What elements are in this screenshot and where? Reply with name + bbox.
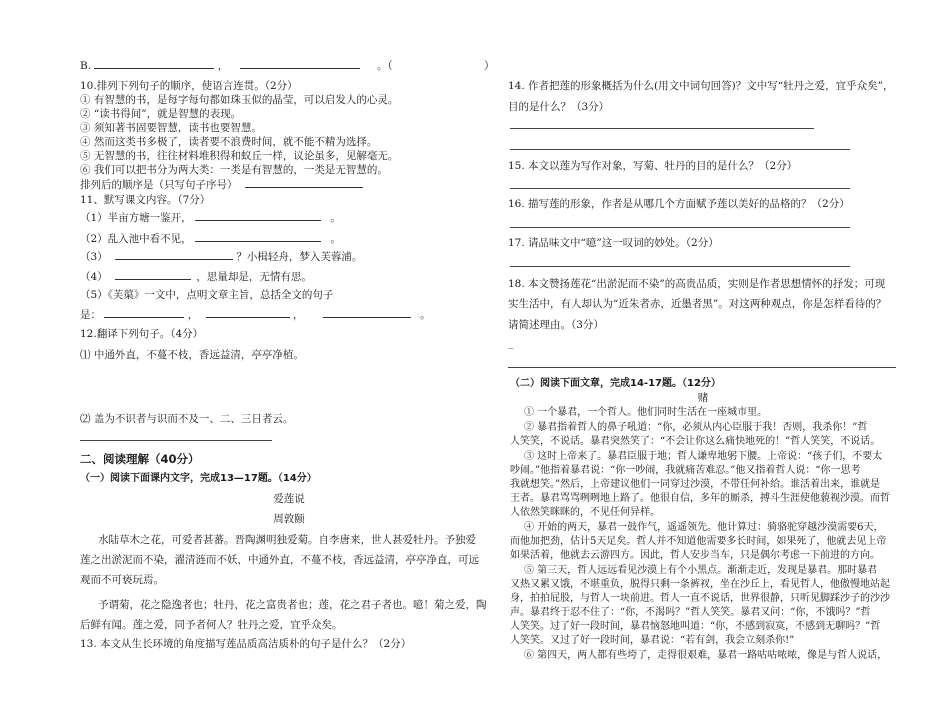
answer-blank[interactable]: [115, 249, 233, 260]
story-line: 王者。暴君骂骂咧咧地上路了。他很自信，多年的厮杀，搏斗生涯使他藐视沙漠。而哲: [510, 493, 890, 504]
story-line: ① 一个暴君，一个哲人。他们同时生活在一座城市里。: [524, 407, 768, 418]
story-line: ③ 这时上帝来了。暴君臣服于地；哲人谦卑地躬下腰。上帝说：“孩子们，不要太: [524, 451, 883, 462]
sentence-item: ② “读书得间”，就是智慧的表现。: [80, 108, 242, 120]
subsection-1-heading: （一）阅读下面课内文字，完成13—17题。（14分）: [80, 473, 317, 484]
recite-item-2: （2）乱入池中看不见， 。: [80, 233, 341, 245]
question-15: 15. 本文以莲为写作对象，写菊、牡丹的目的是什么？（2分）: [508, 160, 798, 172]
story-line: 而他加把劲，估计5天足矣。哲人并不知道他需要多长时间，如果死了，他就去见上帝: [510, 536, 887, 547]
passage-line: 莲之出淤泥而不染，濯清涟而不妖，中通外直，不蔓不枝，香远益清，亭亭净直，可远: [80, 554, 479, 566]
story-line: ④ 开始的两天，暴君一鼓作气，遥遥领先。他计算过：骑骆驼穿越沙漠需要6天，: [524, 522, 884, 533]
recite-item-4: （4） ，思量却是，无情有思。: [80, 271, 312, 283]
passage-title: 爱莲说: [273, 493, 305, 505]
story-line: 人笑笑。过了好一段时间，暴君恼怒地叫道：“你，不感到寂寞，不感到无聊吗？”哲: [510, 621, 881, 632]
story-line: ② 暴君指着哲人的鼻子吼道：“你，必须从内心臣服于我！否则，我杀你！”哲: [524, 422, 868, 433]
passage-title: 赌: [697, 392, 709, 404]
question-14-cont: 目的是什么？（3分）: [508, 101, 610, 113]
question-18-cont: 请简述理由。（3分）: [508, 319, 604, 331]
answer-blank[interactable]: [104, 307, 184, 318]
story-line: ⑤ 第三天，哲人远远看见沙漠上有个小黑点。渐渐走近，发现是暴君。那时暴君: [524, 565, 878, 576]
sentence-item: ⑤ 无智慧的书，往往材料堆积得和蚁丘一样，议论虽多，见解毫无。: [80, 150, 399, 162]
sentence-item: ③ 须知著书固要智慧，读书也要智慧。: [80, 122, 262, 134]
sentence-item: ⑥ 我们可以把书分为两大类：一类是有智慧的，一类是无智慧的。: [80, 164, 388, 176]
answer-line[interactable]: [80, 440, 272, 441]
sentence-item: ① 有智慧的书，是每字每句都如珠玉似的晶莹，可以启发人的心灵。: [80, 94, 399, 106]
answer-blank[interactable]: [323, 307, 411, 318]
story-line: 又热又累又饿，不堪重负，脱得只剩一条裤衩，坐在沙丘上，看见哲人，他傲慢地站起: [510, 579, 890, 590]
subsection-2-heading: （二）阅读下面文章，完成14-17题。（12分）: [510, 378, 721, 389]
translate-item-1: ⑴ 中通外直，不蔓不枝，香远益清，亭亭净植。: [80, 349, 304, 361]
answer-line[interactable]: [508, 367, 896, 368]
passage-line: 予谓菊，花之隐逸者也；牡丹，花之富贵者也；莲，花之君子者也。噫！菊之爱，陶: [98, 599, 487, 611]
question-18-cont: 实生活中，有人却认为“近朱者赤，近墨者黑”。对这两种观点，你是怎样看待的？: [508, 298, 887, 310]
answer-blank[interactable]: [240, 58, 360, 69]
answer-blank[interactable]: [115, 269, 191, 280]
passage-line: 水陆草木之花，可爱者甚蕃。晋陶渊明独爱菊。自李唐来，世人甚爱牡丹。予独爱: [98, 534, 476, 546]
answer-line[interactable]: [510, 266, 850, 267]
answer-line[interactable]: [510, 128, 814, 129]
passage-line: 观而不可亵玩焉。: [80, 574, 164, 586]
recite-item-3: （3） ？小楫轻舟，梦入芙蓉浦。: [80, 251, 363, 263]
answer-blank[interactable]: [94, 58, 214, 69]
answer-blank[interactable]: [206, 307, 290, 318]
question-12: 12.翻译下列句子。（4分）: [80, 328, 204, 340]
answer-line[interactable]: [510, 149, 850, 150]
story-line: 声。暴君终于忍不住了：“你，不渴吗？”哲人笑笑。暴君又问：“你，不饿吗？”哲: [510, 607, 871, 618]
passage-author: 周敦颐: [273, 513, 305, 525]
section-2-heading: 二、阅读理解（40分）: [80, 452, 200, 466]
answer-dash: _: [508, 337, 514, 349]
order-answer-line: 排列后的顺序是（只写句子序号）: [80, 177, 363, 192]
story-line: 人依然笑眯眯的，不见任何异样。: [510, 507, 660, 518]
recite-item-1: （1）半亩方塘一鉴开， 。: [80, 212, 341, 224]
recite-item-5: （5）《芙蕖》一文中，点明文章主旨，总括全文的句子: [80, 289, 334, 301]
question-13: 13. 本文从生长环境的角度描写莲品质高洁质朴的句子是什么？（2分）: [80, 638, 412, 650]
recite-item-5-answer: 是： ， ， 。: [80, 309, 431, 321]
story-line: 人笑笑，不说话。暴君突然笑了：“不会让你这么痛快地死的！”哲人笑笑，不说话。: [510, 436, 881, 447]
question-11: 11、默写课文内容。（7分）: [80, 194, 211, 206]
answer-blank[interactable]: [195, 210, 321, 221]
story-line: ⑥ 第四天，两人都有些垮了，走得很艰难，暴君一路咕咕哝哝，像是与哲人说话，: [524, 650, 888, 661]
question-9b-line: B. ， 。（ ）: [80, 60, 495, 72]
question-18: 18. 本文赞扬莲花“出淤泥而不染”的高贵品质，实则是作者思想情怀的抒发；可现: [508, 278, 886, 290]
answer-line[interactable]: [510, 188, 850, 189]
question-16: 16. 描写莲的形象，作者是从哪几个方面赋予莲以美好的品格的？（2分）: [508, 198, 850, 210]
question-17: 17. 请品味文中“噫”这一叹词的妙处。（2分）: [508, 237, 719, 249]
answer-line[interactable]: [510, 227, 850, 228]
sentence-item: ④ 然而这类书多极了，读者要不浪费时间，就不能不精为选择。: [80, 136, 378, 148]
passage-line: 后鲜有闻。莲之爱，同予者何人？牡丹之爱，宜乎众矣。: [80, 619, 343, 631]
question-10: 10.排列下列句子的顺序，使语言连贯。（2分）: [80, 80, 298, 92]
story-line: 身，拍拍屁股，与哲人一块前进。哲人一直不说话，世界很静，只听见脚踩沙子的沙沙: [510, 593, 890, 604]
translate-item-2: ⑵ 盖为不识者与识而不及一、二、三日者云。: [80, 413, 294, 425]
story-line: 我就想笑。”然后，上帝建议他们一同穿过沙漠，不带任何补给。谁活着出来，谁就是: [510, 479, 881, 490]
answer-blank[interactable]: [245, 177, 363, 188]
story-line: 人笑笑。又过了好一段时间，暴君说：“若有剑，我会立刻杀你!”: [510, 635, 795, 646]
answer-blank[interactable]: [195, 231, 321, 242]
story-line: 如果活着，他就去云游四方。因此，哲人安步当车，只是偶尔考虑一下前进的方向。: [510, 550, 880, 561]
question-14: 14. 作者把莲的形象概括为什么(用文中词句回答)？文中写“牡丹之爱，宜乎众矣”，: [508, 80, 894, 92]
story-line: 吵闹。”他指着暴君说：“你一吵闹，我就痛苦难忍。”他又指着哲人说：“你一思考: [510, 465, 861, 476]
